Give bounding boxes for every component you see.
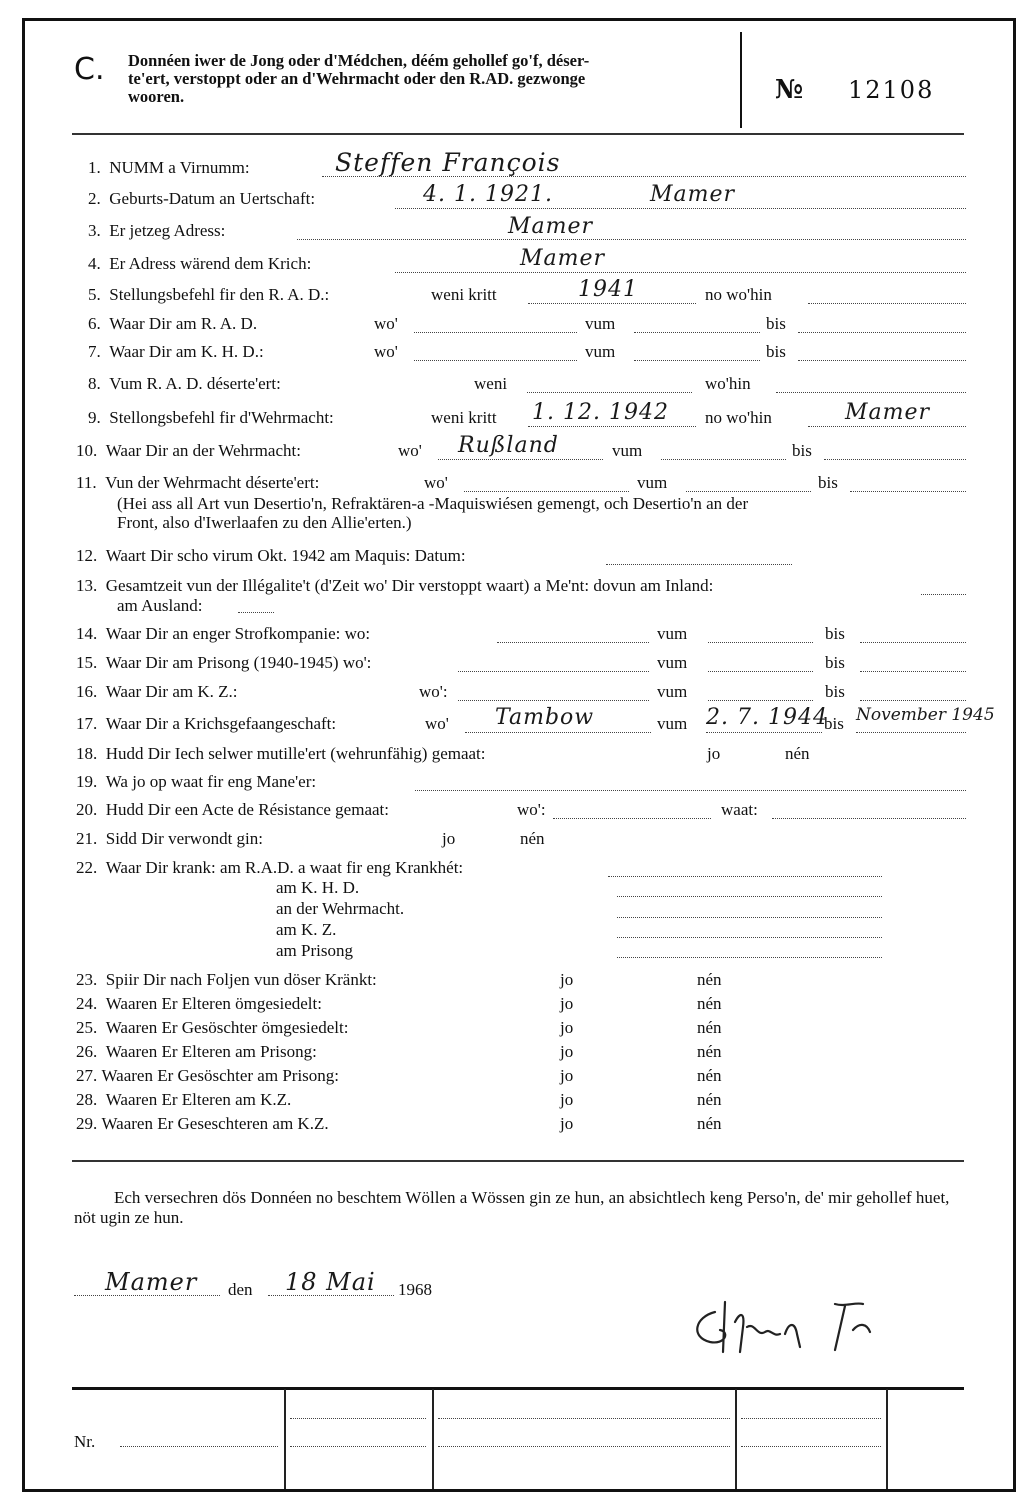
field-3: 3. Er jetzeg Adress: <box>88 221 226 240</box>
declaration-text: Ech versechren dös Donnéen no beschtem Wöllen a Wössen gin ze hun, an absichtlech keng Perso'n, de' mir gehollef huet, nöt ugin ze hun. <box>74 1188 950 1227</box>
field-6: 6. Waar Dir am R. A. D. <box>88 314 258 333</box>
form-number: 12108 <box>848 76 935 104</box>
field-2: 2. Geburts-Datum an Uertschaft: <box>88 189 316 208</box>
field-9: 9. Stellongsbefehl fir d'Wehrmacht: <box>88 408 334 427</box>
field-16: 16. Waar Dir am K. Z.: <box>76 682 238 701</box>
footer-nr-label: Nr. <box>74 1432 96 1451</box>
field-29: 29. Waaren Er Geseschteren am K.Z. <box>76 1114 329 1133</box>
field-11-note: (Hei ass all Art vun Desertio'n, Refraktären-a -Maquiswiésen gemengt, och Desertio'n an der Front, also d'Iwerlaafen zu den Allie'erten.) <box>117 494 749 532</box>
hw-sign-date: 18 Mai <box>285 1268 376 1296</box>
field-28: 28. Waaren Er Elteren am K.Z. <box>76 1090 292 1109</box>
hw-wehrmacht-where: Rußland <box>458 433 559 458</box>
field-11: 11. Vun der Wehrmacht déserte'ert: <box>76 473 320 492</box>
field-17: 17. Waar Dir a Krichsgefaangeschaft: <box>76 714 337 733</box>
hw-birth-place: Mamer <box>650 182 736 207</box>
header-rule <box>72 133 964 135</box>
hw-rad-date: 1941 <box>578 277 638 302</box>
hw-wehrmacht-date: 1. 12. 1942 <box>532 400 669 425</box>
field-8: 8. Vum R. A. D. déserte'ert: <box>88 374 281 393</box>
field-18: 18. Hudd Dir Iech selwer mutille'ert (wehrunfähig) gemaat: <box>76 744 486 763</box>
field-27: 27. Waaren Er Gesöschter am Prisong: <box>76 1066 340 1085</box>
field-4: 4. Er Adress wärend dem Krich: <box>88 254 312 273</box>
hw-captivity-place: Tambow <box>495 705 595 730</box>
hw-address: Mamer <box>508 214 594 239</box>
hw-sign-place: Mamer <box>105 1268 198 1296</box>
hw-wehrmacht-place: Mamer <box>845 400 931 425</box>
hw-birth-date: 4. 1. 1921. <box>423 182 553 207</box>
field-25: 25. Waaren Er Gesöschter ömgesiedelt: <box>76 1018 349 1037</box>
field-26: 26. Waaren Er Elteren am Prisong: <box>76 1042 317 1061</box>
field-1: 1. NUMM a Virnumm: <box>88 158 250 177</box>
hw-war-address: Mamer <box>520 246 606 271</box>
field-5: 5. Stellungsbefehl fir den R. A. D.: <box>88 285 330 304</box>
footer-rule <box>72 1387 964 1390</box>
hw-captivity-to: November 1945 <box>856 705 995 725</box>
number-sign: № <box>775 75 804 105</box>
hw-name: Steffen François <box>335 148 561 177</box>
field-14: 14. Waar Dir an enger Strofkompanie: wo: <box>76 624 371 643</box>
field-20: 20. Hudd Dir een Acte de Résistance gemaat: <box>76 800 389 819</box>
field-7: 7. Waar Dir am K. H. D.: <box>88 342 264 361</box>
section-letter: C. <box>74 52 105 87</box>
field-21: 21. Sidd Dir verwondt gin: <box>76 829 263 848</box>
field-15: 15. Waar Dir am Prisong (1940-1945) wo': <box>76 653 372 672</box>
field-12: 12. Waart Dir scho virum Okt. 1942 am Maquis: Datum: <box>76 546 466 565</box>
header-divider <box>740 32 742 128</box>
field-10: 10. Waar Dir an der Wehrmacht: <box>76 441 301 460</box>
field-24: 24. Waaren Er Elteren ömgesiedelt: <box>76 994 322 1013</box>
field-23: 23. Spiir Dir nach Foljen vun döser Kränkt: <box>76 970 377 989</box>
hw-captivity-from: 2. 7. 1944 <box>706 705 828 730</box>
field-13: 13. Gesamtzeit vun der Illégalite't (d'Zeit wo' Dir verstoppt waart) a Me'nt: dovun am Inland: <box>76 576 714 595</box>
declaration-rule <box>72 1160 964 1162</box>
signature <box>685 1292 895 1372</box>
field-19: 19. Wa jo op waat fir eng Mane'er: <box>76 772 317 791</box>
section-title: Donnéen iwer de Jong oder d'Médchen, déém gehollef go'f, déser- te'ert, verstoppt oder an d'Wehrmacht oder den R.AD. gezwonge wooren. <box>128 51 590 106</box>
field-22: 22. Waar Dir krank: am R.A.D. a waat fir eng Krankhét: <box>76 858 464 877</box>
